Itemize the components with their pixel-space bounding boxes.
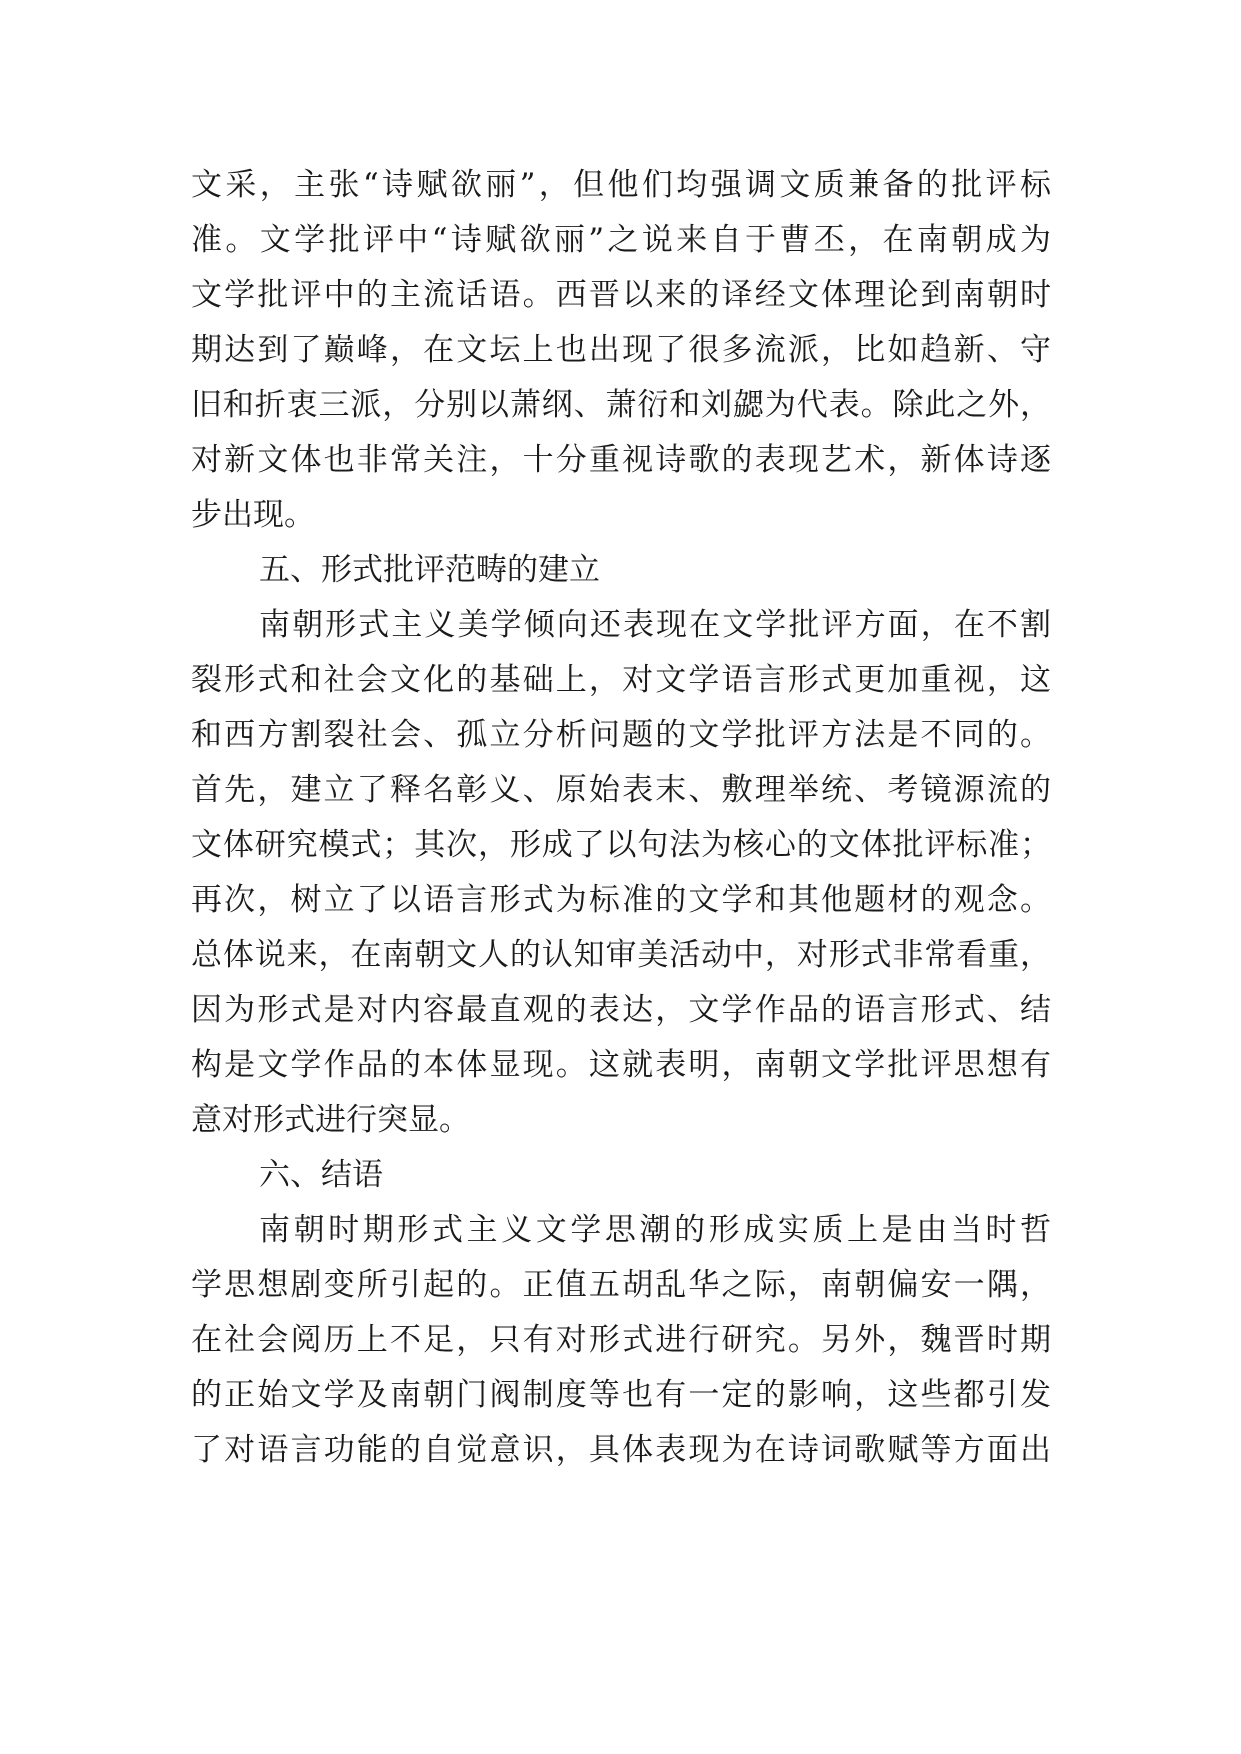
text-line: 的正始文学及南朝门阀制度等也有一定的影响，这些都引发 (191, 1377, 1051, 1413)
paragraph-section-5 (191, 598, 1051, 1148)
section-heading-5 (191, 543, 1051, 598)
text-line: 南朝时期形式主义文学思潮的形成实质上是由当时哲 (259, 1212, 1051, 1248)
text-line: 旧和折衷三派，分别以萧纲、萧衍和刘勰为代表。除此之外， (191, 387, 1051, 423)
paragraph-continuation (191, 158, 1051, 543)
text-line: 首先，建立了释名彰义、原始表末、敷理举统、考镜源流的 (191, 772, 1051, 808)
text-line: 再次，树立了以语言形式为标准的文学和其他题材的观念。 (191, 882, 1051, 918)
text-line: 对新文体也非常关注，十分重视诗歌的表现艺术，新体诗逐 (191, 442, 1051, 478)
text-line: 文学批评中的主流话语。西晋以来的译经文体理论到南朝时 (191, 277, 1051, 313)
document-body (191, 158, 1051, 1478)
text-line: 学思想剧变所引起的。正值五胡乱华之际，南朝偏安一隅， (191, 1267, 1051, 1303)
text-line: 在社会阅历上不足，只有对形式进行研究。另外，魏晋时期 (191, 1322, 1051, 1358)
text-line: 和西方割裂社会、孤立分析问题的文学批评方法是不同的。 (191, 717, 1051, 753)
text-line: 意对形式进行突显。 (191, 1102, 470, 1138)
heading-text: 六、结语 (259, 1157, 383, 1193)
text-line: 步出现。 (191, 497, 315, 533)
heading-text: 五、形式批评范畴的建立 (259, 552, 600, 588)
text-line: 因为形式是对内容最直观的表达，文学作品的语言形式、结 (191, 992, 1051, 1028)
text-line: 准。文学批评中“诗赋欲丽”之说来自于曹丕，在南朝成为 (191, 222, 1051, 258)
text-line: 总体说来，在南朝文人的认知审美活动中，对形式非常看重， (191, 937, 1051, 973)
text-line: 文采，主张“诗赋欲丽”，但他们均强调文质兼备的批评标 (191, 167, 1051, 203)
text-line: 期达到了巅峰，在文坛上也出现了很多流派，比如趋新、守 (191, 332, 1051, 368)
text-line: 文体研究模式；其次，形成了以句法为核心的文体批评标准； (191, 827, 1051, 863)
text-line: 南朝形式主义美学倾向还表现在文学批评方面，在不割 (259, 607, 1051, 643)
text-line: 裂形式和社会文化的基础上，对文学语言形式更加重视，这 (191, 662, 1051, 698)
section-heading-6 (191, 1148, 1051, 1203)
paragraph-section-6 (191, 1203, 1051, 1478)
text-line: 构是文学作品的本体显现。这就表明，南朝文学批评思想有 (191, 1047, 1051, 1083)
text-line: 了对语言功能的自觉意识，具体表现为在诗词歌赋等方面出 (191, 1432, 1051, 1468)
